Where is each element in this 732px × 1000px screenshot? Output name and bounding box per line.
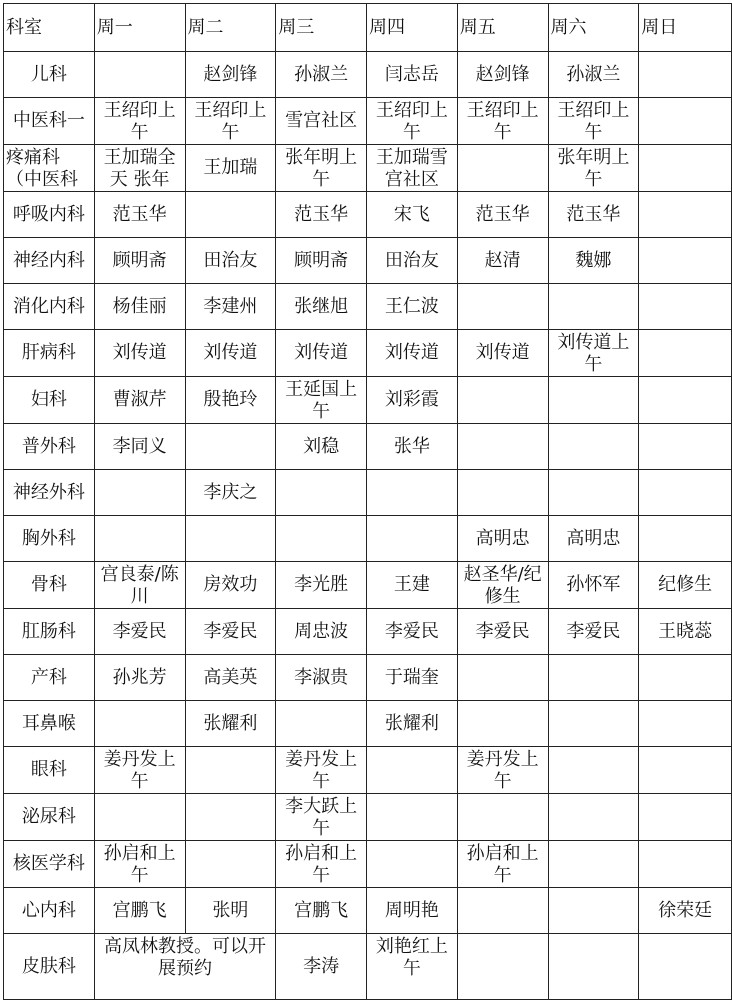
doctor-name: 王绍印上午 [194, 100, 267, 143]
header-day: 周四 [367, 4, 458, 52]
doctor-name: 于瑞奎 [384, 666, 439, 688]
schedule-cell [276, 98, 367, 145]
doctor-name: 李庆之 [203, 481, 258, 503]
schedule-cell [367, 284, 458, 330]
doctor-name: 王绍印上午 [466, 100, 539, 143]
schedule-cell [185, 330, 276, 377]
schedule-cell [457, 747, 548, 794]
doctor-name: 孙淑兰 [294, 63, 349, 85]
schedule-cell [185, 747, 276, 794]
doctor-name: 高美英 [203, 666, 258, 688]
schedule-cell [548, 284, 639, 330]
doctor-name: 张华 [393, 435, 430, 457]
schedule-cell [457, 145, 548, 192]
doctor-name: 孙淑兰 [566, 63, 621, 85]
dept-label: 肝病科 [21, 342, 76, 363]
dept-label: 骨科 [30, 574, 67, 595]
schedule-cell [185, 145, 276, 192]
schedule-cell [94, 330, 185, 377]
schedule-cell [276, 701, 367, 747]
schedule-cell [639, 330, 732, 377]
table-row [4, 330, 732, 377]
doctor-name: 王仁波 [384, 295, 439, 317]
schedule-cell [94, 701, 185, 747]
schedule-cell [367, 52, 458, 98]
doctor-name: 曹淑芹 [112, 389, 167, 410]
doctor-name: 刘传道 [112, 342, 167, 363]
table-row [4, 841, 732, 888]
dept-label: 泌尿科 [21, 806, 76, 827]
doctor-name: 刘传道上午 [557, 332, 630, 375]
dept-cell [4, 470, 95, 516]
table-row [4, 238, 732, 284]
schedule-cell [639, 424, 732, 470]
doctor-name: 杨佳丽 [112, 295, 167, 317]
schedule-cell [367, 98, 458, 145]
doctor-name: 刘稳 [303, 435, 340, 457]
schedule-cell [276, 145, 367, 192]
schedule-cell [276, 562, 367, 609]
doctor-name: 周忠波 [294, 620, 349, 642]
doctor-name: 赵剑锋 [475, 63, 530, 85]
dept-cell [4, 98, 95, 145]
schedule-cell [276, 470, 367, 516]
schedule-cell [367, 841, 458, 888]
header-day: 周五 [457, 4, 548, 52]
doctor-name: 李建州 [203, 295, 258, 317]
schedule-cell [457, 516, 548, 562]
doctor-name: 王加瑞 [203, 157, 258, 178]
dept-label: 产科 [30, 666, 67, 688]
doctor-name: 姜丹发上午 [285, 749, 358, 792]
schedule-cell [639, 747, 732, 794]
dept-cell [4, 238, 95, 284]
header-day: 周二 [185, 4, 276, 52]
schedule-cell [185, 655, 276, 701]
schedule-cell [639, 238, 732, 284]
table-row [4, 655, 732, 701]
dept-label: 皮肤科 [21, 955, 76, 977]
doctor-name: 孙启和上午 [285, 843, 358, 886]
header-day: 周六 [548, 4, 639, 52]
dept-label: 消化内科 [12, 295, 85, 317]
doctor-name: 李光胜 [294, 574, 349, 595]
doctor-name: 李大跃上午 [285, 796, 358, 839]
doctor-name: 李同义 [112, 435, 167, 457]
dept-cell [4, 794, 95, 841]
table-row [4, 747, 732, 794]
dept-cell [4, 609, 95, 655]
header-day: 周三 [276, 4, 367, 52]
schedule-cell [367, 562, 458, 609]
doctor-name: 周明艳 [384, 899, 439, 921]
schedule-cell [185, 424, 276, 470]
doctor-name: 李爱民 [112, 620, 167, 642]
schedule-cell [367, 192, 458, 238]
doctor-name: 顾明斋 [112, 249, 167, 271]
schedule-cell [457, 192, 548, 238]
schedule-cell [457, 238, 548, 284]
doctor-name: 范玉华 [294, 203, 349, 225]
dept-cell [4, 330, 95, 377]
dept-label: 心内科 [21, 899, 76, 921]
schedule-cell [94, 794, 185, 841]
dept-label: 耳鼻喉 [21, 712, 76, 734]
schedule-cell [548, 516, 639, 562]
schedule-cell [457, 52, 548, 98]
doctor-name: 田治友 [384, 249, 439, 271]
table-row [4, 145, 732, 192]
doctor-name: 魏娜 [575, 249, 612, 271]
schedule-cell [185, 516, 276, 562]
schedule-cell [548, 98, 639, 145]
schedule-cell [548, 655, 639, 701]
schedule-cell [94, 284, 185, 330]
schedule-cell [185, 888, 276, 934]
doctor-name: 张继旭 [294, 295, 349, 317]
schedule-cell [276, 516, 367, 562]
doctor-name: 孙启和上午 [103, 843, 176, 886]
dept-label: 儿科 [30, 63, 67, 85]
schedule-cell [367, 238, 458, 284]
table-row [4, 192, 732, 238]
schedule-cell [185, 841, 276, 888]
schedule-cell [94, 747, 185, 794]
schedule-cell [367, 747, 458, 794]
schedule-cell [639, 655, 732, 701]
schedule-cell [548, 238, 639, 284]
schedule-cell [548, 562, 639, 609]
schedule-cell [94, 377, 185, 424]
doctor-name: 王加瑞全天 张年 [103, 147, 176, 190]
schedule-cell [548, 888, 639, 934]
schedule-cell [276, 52, 367, 98]
schedule-cell [94, 424, 185, 470]
schedule-cell [367, 470, 458, 516]
doctor-name: 高明忠 [566, 527, 621, 549]
schedule-cell [276, 424, 367, 470]
doctor-name: 宫鹏飞 [294, 899, 349, 921]
doctor-name: 范玉华 [112, 203, 167, 225]
schedule-cell [367, 424, 458, 470]
schedule-cell [367, 516, 458, 562]
schedule-cell [94, 562, 185, 609]
schedule-cell [276, 794, 367, 841]
dept-label: 神经外科 [12, 481, 85, 503]
schedule-cell [94, 98, 185, 145]
schedule-cell [94, 888, 185, 934]
dept-label: 妇科 [30, 389, 67, 410]
schedule-cell [548, 609, 639, 655]
doctor-name: 张明 [212, 899, 249, 921]
schedule-cell [94, 145, 185, 192]
schedule-cell [457, 98, 548, 145]
schedule-cell [367, 145, 458, 192]
schedule-cell [639, 701, 732, 747]
doctor-name: 赵清 [484, 249, 521, 271]
schedule-cell [367, 794, 458, 841]
doctor-name: 宫良泰/陈川 [100, 564, 179, 607]
schedule-cell [94, 516, 185, 562]
table-row [4, 609, 732, 655]
schedule-cell [94, 934, 275, 1000]
dept-cell [4, 841, 95, 888]
doctor-name: 赵圣华/纪修生 [463, 564, 542, 607]
table-row [4, 934, 732, 1000]
dept-cell [4, 192, 95, 238]
schedule-cell [185, 238, 276, 284]
schedule-cell [639, 470, 732, 516]
schedule-cell [457, 470, 548, 516]
dept-label: 疼痛科（中医科 [6, 147, 78, 189]
doctor-name: 张年明上午 [285, 147, 358, 190]
dept-label: 中医科一 [12, 110, 85, 131]
doctor-name: 顾明斋 [294, 249, 349, 271]
schedule-cell [185, 52, 276, 98]
doctor-name: 王绍印上午 [557, 100, 630, 143]
schedule-cell [639, 794, 732, 841]
doctor-name: 宫鹏飞 [112, 899, 167, 921]
doctor-name: 刘彩霞 [384, 389, 439, 410]
table-row [4, 701, 732, 747]
schedule-cell [457, 655, 548, 701]
schedule-cell [457, 377, 548, 424]
doctor-name: 张耀利 [384, 712, 439, 734]
doctor-name: 王延国上午 [285, 379, 358, 422]
schedule-cell [94, 238, 185, 284]
schedule-table [3, 3, 732, 1000]
dept-label: 普外科 [21, 435, 76, 457]
schedule-cell [639, 516, 732, 562]
doctor-name: 李爱民 [566, 620, 621, 642]
doctor-name: 王晓蕊 [658, 620, 713, 642]
schedule-cell [548, 377, 639, 424]
schedule-cell [639, 192, 732, 238]
schedule-cell [367, 609, 458, 655]
header-dept: 科室 [4, 4, 95, 52]
doctor-name: 张年明上午 [557, 147, 630, 190]
doctor-name: 姜丹发上午 [103, 749, 176, 792]
schedule-cell [639, 98, 732, 145]
schedule-cell [276, 377, 367, 424]
schedule-cell [367, 655, 458, 701]
schedule-cell [94, 192, 185, 238]
schedule-cell [185, 562, 276, 609]
table-row [4, 284, 732, 330]
schedule-cell [639, 841, 732, 888]
schedule-cell [367, 888, 458, 934]
schedule-cell [639, 52, 732, 98]
doctor-name: 李爱民 [475, 620, 530, 642]
schedule-cell [548, 192, 639, 238]
doctor-name: 赵剑锋 [203, 63, 258, 85]
schedule-cell [94, 609, 185, 655]
table-row [4, 470, 732, 516]
schedule-cell [94, 841, 185, 888]
dept-label: 胸外科 [21, 527, 76, 549]
header-day: 周日 [639, 4, 732, 52]
schedule-cell [548, 52, 639, 98]
dept-cell [4, 516, 95, 562]
doctor-name: 高凤林教授。可以开展预约 [104, 936, 267, 979]
schedule-cell [548, 934, 639, 1000]
schedule-cell [548, 841, 639, 888]
doctor-name: 闫志岳 [384, 63, 439, 85]
header-row [4, 4, 732, 52]
doctor-name: 王绍印上午 [103, 100, 176, 143]
dept-label: 神经内科 [12, 249, 85, 271]
schedule-cell [457, 934, 548, 1000]
schedule-cell [185, 192, 276, 238]
schedule-cell [94, 470, 185, 516]
schedule-cell [639, 145, 732, 192]
dept-cell [4, 377, 95, 424]
doctor-name: 孙启和上午 [466, 843, 539, 886]
schedule-cell [367, 330, 458, 377]
doctor-name: 刘艳红上午 [375, 936, 448, 979]
schedule-cell [457, 888, 548, 934]
schedule-cell [367, 934, 458, 1000]
dept-label: 呼吸内科 [12, 203, 85, 225]
doctor-name: 姜丹发上午 [466, 749, 539, 792]
dept-cell [4, 145, 95, 192]
doctor-name: 宋飞 [393, 203, 430, 225]
doctor-name: 纪修生 [658, 574, 713, 595]
doctor-name: 殷艳玲 [203, 389, 258, 410]
doctor-name: 李淑贵 [294, 666, 349, 688]
table-row [4, 888, 732, 934]
header-day: 周一 [94, 4, 185, 52]
schedule-cell [548, 145, 639, 192]
schedule-cell [548, 424, 639, 470]
schedule-cell [457, 841, 548, 888]
schedule-cell [548, 794, 639, 841]
dept-cell [4, 284, 95, 330]
schedule-cell [457, 330, 548, 377]
dept-cell [4, 701, 95, 747]
schedule-cell [639, 284, 732, 330]
schedule-cell [548, 747, 639, 794]
schedule-cell [276, 238, 367, 284]
schedule-cell [276, 192, 367, 238]
doctor-name: 李涛 [303, 955, 340, 977]
dept-cell [4, 888, 95, 934]
doctor-name: 孙怀军 [566, 574, 621, 595]
doctor-name: 范玉华 [475, 203, 530, 225]
schedule-cell [185, 701, 276, 747]
doctor-name: 徐荣廷 [658, 899, 713, 921]
dept-cell [4, 934, 95, 1000]
doctor-name: 孙兆芳 [112, 666, 167, 688]
schedule-cell [276, 609, 367, 655]
doctor-name: 刘传道 [475, 342, 530, 363]
schedule-cell [276, 841, 367, 888]
doctor-name: 李爱民 [203, 620, 258, 642]
schedule-cell [276, 747, 367, 794]
doctor-name: 张耀利 [203, 712, 258, 734]
table-row [4, 377, 732, 424]
schedule-cell [94, 655, 185, 701]
dept-cell [4, 747, 95, 794]
doctor-name: 刘传道 [294, 342, 349, 363]
doctor-name: 王建 [393, 574, 430, 595]
schedule-cell [457, 284, 548, 330]
table-row [4, 516, 732, 562]
doctor-name: 高明忠 [475, 527, 530, 549]
schedule-cell [367, 377, 458, 424]
schedule-cell [548, 701, 639, 747]
doctor-name: 房效功 [203, 574, 258, 595]
table-row [4, 52, 732, 98]
doctor-name: 刘传道 [203, 342, 258, 363]
schedule-cell [276, 284, 367, 330]
table-row [4, 424, 732, 470]
schedule-cell [457, 701, 548, 747]
table-row [4, 562, 732, 609]
doctor-name: 李爱民 [384, 620, 439, 642]
schedule-cell [548, 330, 639, 377]
doctor-name: 田治友 [203, 249, 258, 271]
schedule-cell [548, 470, 639, 516]
dept-cell [4, 562, 95, 609]
schedule-cell [185, 609, 276, 655]
schedule-cell [185, 470, 276, 516]
table-row [4, 794, 732, 841]
schedule-cell [185, 284, 276, 330]
schedule-cell [185, 98, 276, 145]
schedule-cell [639, 377, 732, 424]
schedule-cell [185, 377, 276, 424]
schedule-cell [276, 934, 367, 1000]
schedule-cell [276, 655, 367, 701]
schedule-cell [639, 609, 732, 655]
doctor-name: 王绍印上午 [375, 100, 448, 143]
schedule-cell [457, 794, 548, 841]
dept-cell [4, 655, 95, 701]
doctor-name: 王加瑞雪宫社区 [375, 147, 448, 190]
doctor-name: 范玉华 [566, 203, 621, 225]
dept-cell [4, 52, 95, 98]
schedule-cell [639, 888, 732, 934]
schedule-cell [639, 562, 732, 609]
dept-label: 眼科 [30, 759, 67, 780]
dept-label: 肛肠科 [21, 620, 76, 642]
schedule-cell [367, 701, 458, 747]
schedule-cell [639, 934, 732, 1000]
schedule-cell [276, 888, 367, 934]
schedule-cell [457, 609, 548, 655]
schedule-cell [457, 424, 548, 470]
dept-cell [4, 424, 95, 470]
doctor-name: 雪宫社区 [285, 110, 358, 131]
schedule-cell [457, 562, 548, 609]
schedule-cell [94, 52, 185, 98]
schedule-cell [185, 794, 276, 841]
schedule-cell [276, 330, 367, 377]
doctor-name: 刘传道 [384, 342, 439, 363]
table-row [4, 98, 732, 145]
dept-label: 核医学科 [12, 853, 85, 874]
